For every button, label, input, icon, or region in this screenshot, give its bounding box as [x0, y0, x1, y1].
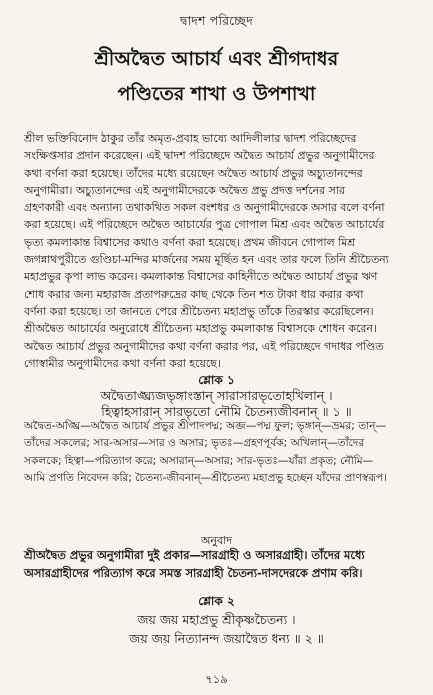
intro-line: সংক্ষিপ্তসার প্রদান করেছেন। এই দ্বাদশ পরিচ্ছেদে অদ্বৈত আচার্য প্রভুর অনুগামীদের — [24, 149, 375, 163]
chapter-heading: দ্বাদশ পরিচ্ছেদ — [180, 13, 253, 28]
gloss-line: তাঁদের সকলের; সার-অসার—সার ও অসার; ভৃতঃ—গ্রহণপূর্বক; অখিলান্—তাঁদের — [24, 437, 365, 450]
shloka-1-heading: শ্লোক ১ — [198, 373, 235, 387]
intro-line: গ্রহণকারী এবং অন্যান্য তথাকথিত সকল বংশধর ও অনুগামীদেরকে অসার বলে বর্ণনা — [24, 201, 385, 215]
intro-line: কথা বর্ণনা করা হয়েছে। তাঁদের মধ্যে রয়েছেন অদ্বৈত আচার্য প্রভুর অচ্যুতানন্দের — [24, 166, 363, 180]
intro-line: গোস্বামীর অনুগামীদের কথা বর্ণনা করা হয়েছে। — [24, 356, 221, 370]
shloka-2-line-2: জয় জয় নিত্যানন্দ জয়াদ্বৈত ধন্য ॥ ২ ॥ — [129, 631, 324, 646]
shloka-1-line-2: হিত্বাহসারান্ সারভৃতো নৌমি চৈতন্যজীবনান্ ॥ ১ ॥ — [101, 404, 352, 419]
intro-line: শোধ করার জন্য মহারাজ প্রতাপরুদ্রের কাছ থেকে তিন শত টাকা ধার করার কথা — [24, 287, 364, 301]
intro-line: অদ্বৈত আচার্য প্রভুর অনুগামীদের কথা বর্ণনা করার পর, এই পরিচ্ছেদে গদাধর পণ্ডিত — [24, 339, 384, 353]
shloka-2-line-1: জয় জয় মহাপ্রভু শ্রীকৃষ্ণচৈতন্য । — [137, 612, 296, 627]
translation-line: শ্রীঅদ্বৈত প্রভুর অনুগামীরা দুই প্রকার—সারগ্রাহী ও অসারগ্রাহী। তাঁদের মধ্যে — [24, 548, 365, 562]
intro-line: শ্রীঅদ্বৈত আচার্যের অনুরোধে শ্রীচৈতন্য মহাপ্রভু কমলাকান্ত বিশ্বাসকে শোধন করেন। — [24, 322, 377, 336]
gloss-line: সকলকে; হিত্বা—পরিত্যাগ করে; অসারান্—অসার; সার-ভৃতঃ—যাঁরা প্রকৃত; নৌমি— — [24, 454, 374, 467]
translation-line: অসারগ্রাহীদের পরিত্যাগ করে সমস্ত সারগ্রাহী চৈতন্য-দাসদেরকে প্রণাম করি। — [24, 565, 363, 580]
intro-line: ভৃত্য কমলাকান্ত বিশ্বাসের কথাও বর্ণনা করা হয়েছে। প্রথম জীবনে গোপাল মিশ্র — [24, 235, 356, 249]
shloka-2-heading: শ্লোক ২ — [198, 594, 235, 608]
intro-line: শ্রীল ভক্তিবিনোদ ঠাকুর তাঁর অমৃত-প্রবাহ ভাষ্যে আদিলীলার দ্বাদশ পরিচ্ছেদের — [24, 132, 357, 145]
chapter-title-line-1: শ্রীঅদ্বৈত আচার্য এবং শ্রীগদাধর — [94, 48, 339, 70]
translation-text — [24, 547, 410, 582]
gloss-line: অদ্বৈত-অঙ্ঘ্রি—অদ্বৈত আচার্য প্রভুর শ্রীপাদপদ্ম; অব্জ—পদ্ম ফুল; ভৃঙ্গান্—ভ্রমর; তান্— — [24, 420, 387, 432]
shloka-1-line-1: অদ্বৈতাঙ্ঘ্র্যজভৃঙ্গাংস্তান্ সারাসারভৃতোহখিলান্ । — [100, 388, 333, 403]
intro-line: মহাপ্রভুর কৃপা লাভ করেন। কমলাকান্ত বিশ্বাসের কাহিনীতে অদ্বৈত আচার্য প্রভুর ঋণ — [24, 270, 378, 284]
word-for-word-gloss — [24, 418, 410, 487]
intro-line: বর্ণনা করা হয়েছে। তা জানতে পেরে শ্রীচৈতন্য মহাপ্রভু তাঁকে তিরস্কার করেছিলেন। — [24, 304, 374, 318]
chapter-title-line-2: পণ্ডিতের শাখা ও উপশাখা — [117, 83, 316, 105]
translation-heading: অনুবাদ — [200, 534, 233, 547]
gloss-line: আমি প্রণতি নিবেদন করি; চৈতন্য-জীবনান্—শ্রীচৈতন্য মহাপ্রভু হচ্ছেন যাঁদের প্রাণস্বরূপ। — [24, 471, 388, 484]
intro-summary-paragraph — [24, 130, 410, 372]
page-number: ৭১৯ — [205, 672, 228, 686]
intro-line: অনুগামীরা। অচ্যুতানন্দের এই অনুগামীদেরকে অদ্বৈত প্রভু প্রদত্ত দর্শনের সার — [24, 183, 345, 197]
intro-line: করা হয়েছে। এই পরিচ্ছেদে অদ্বৈত আচার্যের পুত্র গোপাল মিশ্র এবং অদ্বৈত আচার্যের — [24, 218, 385, 232]
intro-line: জগন্নাথপুরীতে গুণ্ডিচা-মন্দির মার্জনের সময় মূর্ছিত হন এবং তার ফলে তিনি শ্রীচৈতন্য — [24, 253, 389, 267]
